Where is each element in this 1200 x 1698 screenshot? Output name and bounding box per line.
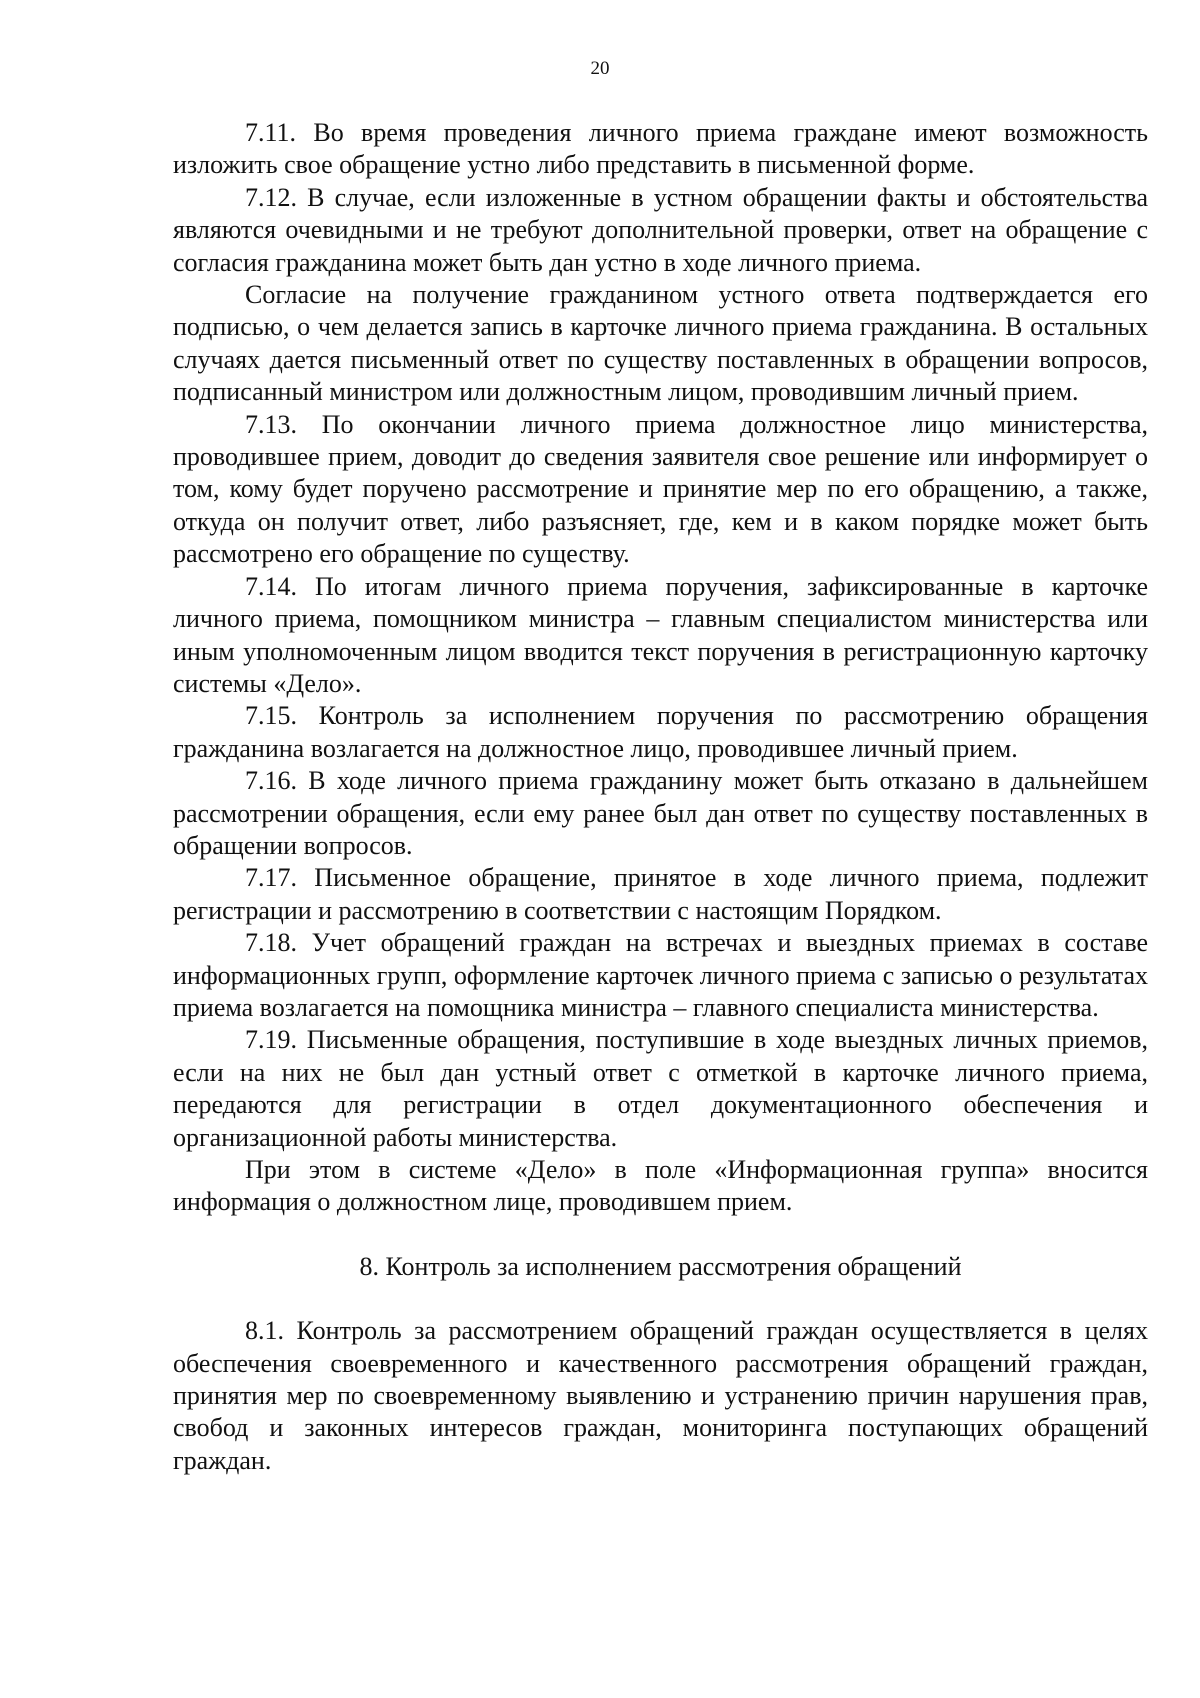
paragraph-7-19: 7.19. Письменные обращения, поступившие в ходе выездных личных приемов, если на них не был дан устный ответ с отметкой в карточке личного приема, передаются для регистрации в отдел документационного обеспечения и организационной работы министерства. (173, 1025, 1148, 1152)
paragraph-7-17: 7.17. Письменное обращение, принятое в ходе личного приема, подлежит регистрации и рассмотрению в соответствии с настоящим Порядком. (173, 863, 1148, 925)
paragraph-7-13: 7.13. По окончании личного приема должностное лицо министерства, проводившее прием, доводит до сведения заявителя свое решение или информирует о том, кому будет поручено рассмотрение и принятие мер по его обращению, а также, откуда он получит ответ, либо разъясняет, где, кем и в каком порядке может быть рассмотрено его обращение по существу. (173, 409, 1148, 569)
page-number: 20 (590, 58, 610, 79)
section-heading: 8. Контроль за исполнением рассмотрения обращений (359, 1251, 962, 1281)
paragraph-7-15: 7.15. Контроль за исполнением поручения по рассмотрению обращения гражданина возлагается на должностное лицо, проводившее личный прием. (173, 701, 1148, 763)
paragraph-7-18: 7.18. Учет обращений граждан на встречах и выездных приемах в составе информационных групп, оформление карточек личного приема с записью о результатах приема возлагается на помощника министра – главного специалиста министерства. (173, 928, 1148, 1022)
paragraph-7-14: 7.14. По итогам личного приема поручения, зафиксированные в карточке личного приема, помощником министра – главным специалистом министерства или иным уполномоченным лицом вводится текст поручения в регистрационную карточку системы «Дело». (173, 571, 1148, 698)
paragraph-delo-field: При этом в системе «Дело» в поле «Информационная группа» вносится информация о должностном лице, проводившем прием. (173, 1155, 1148, 1217)
paragraph-7-11: 7.11. Во время проведения личного приема граждане имеют возможность изложить свое обращение устно либо представить в письменной форме. (173, 118, 1148, 180)
paragraph-consent: Согласие на получение гражданином устного ответа подтверждается его подписью, о чем делается запись в карточке личного приема гражданина. В остальных случаях дается письменный ответ по существу поставленных в обращении вопросов, подписанный министром или должностным лицом, проводившим личный прием. (173, 280, 1148, 407)
paragraph-8-1: 8.1. Контроль за рассмотрением обращений граждан осуществляется в целях обеспечения своевременного и качественного рассмотрения обращений граждан, принятия мер по своевременному выявлению и устранению причин нарушения прав, свобод и законных интересов граждан, мониторинга поступающих обращений граждан. (173, 1316, 1148, 1475)
paragraph-7-12: 7.12. В случае, если изложенные в устном обращении факты и обстоятельства являются очевидными и не требуют дополнительной проверки, ответ на обращение с согласия гражданина может быть дан устно в ходе личного приема. (173, 182, 1148, 277)
document-body (173, 117, 1148, 1477)
paragraph-7-16: 7.16. В ходе личного приема гражданину может быть отказано в дальнейшем рассмотрении обращения, если ему ранее был дан ответ по существу поставленных в обращении вопросов. (173, 766, 1148, 860)
